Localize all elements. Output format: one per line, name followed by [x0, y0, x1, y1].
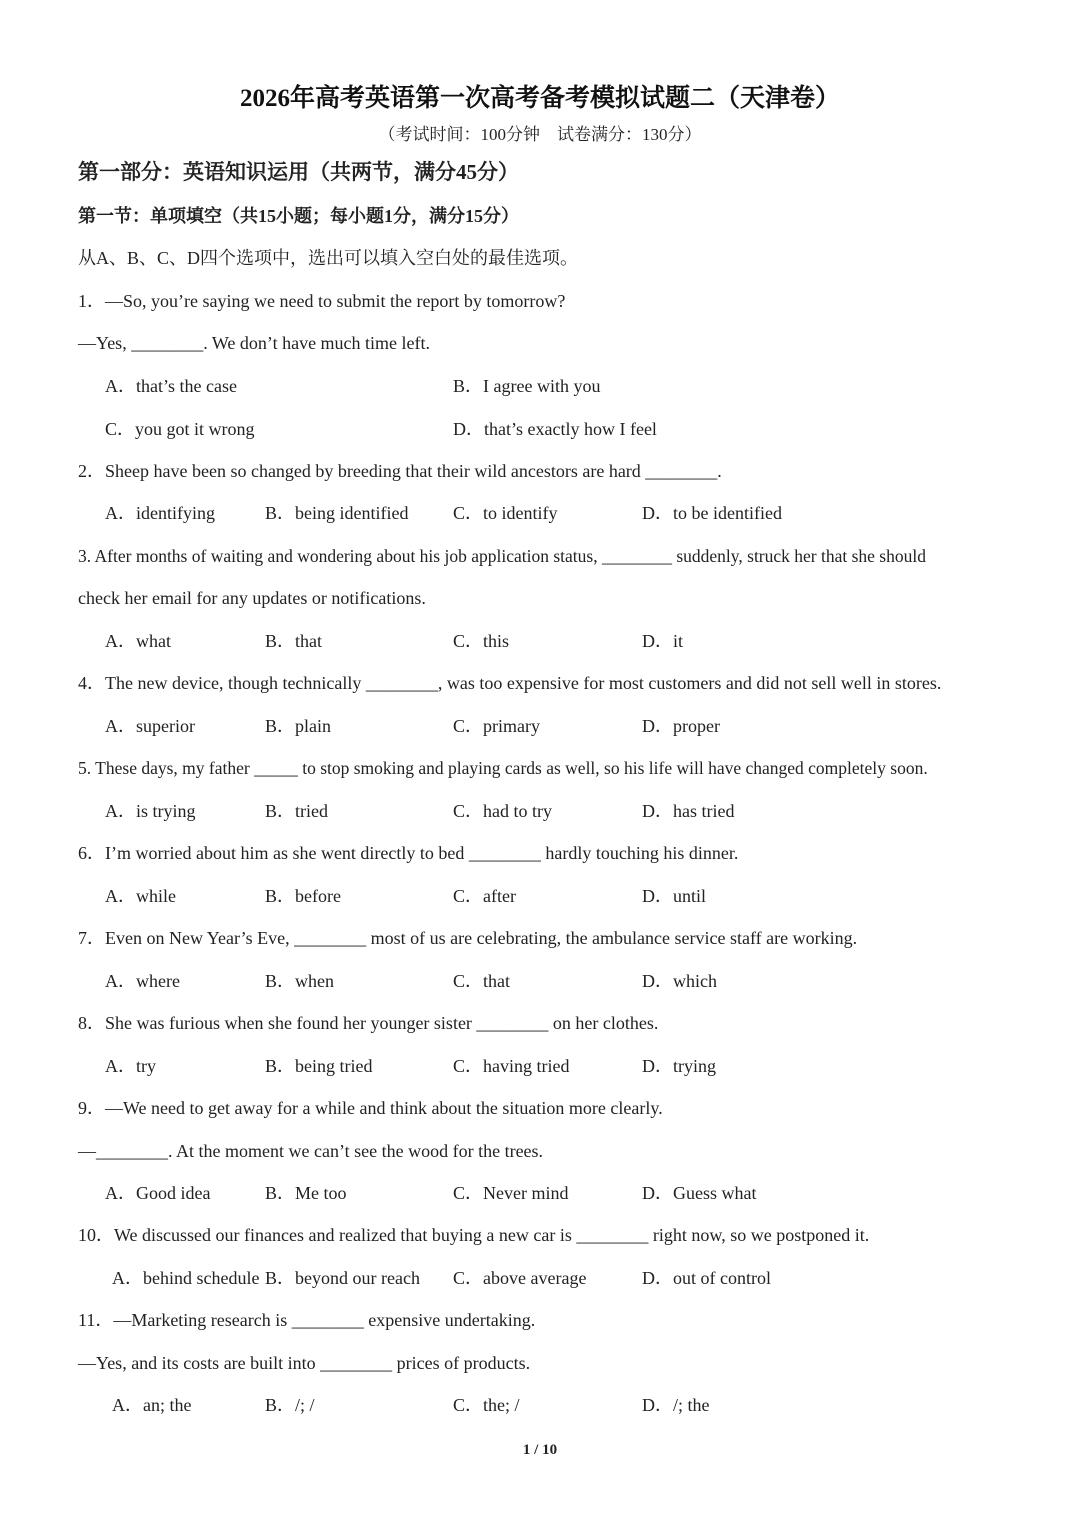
question-5-option-d: D．has tried	[642, 801, 735, 821]
question-5-option-b: B．tried	[265, 801, 328, 821]
question-6-option-d: D．until	[642, 886, 707, 906]
question-1-option-d: D．that’s exactly how I feel	[453, 419, 657, 439]
question-9-option-d: D．Guess what	[642, 1183, 757, 1203]
question-4-option-a: A．superior	[105, 716, 195, 736]
question-4-option-c: C．primary	[453, 716, 540, 736]
question-11-option-d: D．/; the	[642, 1395, 710, 1415]
question-10-line-1: 10．We discussed our finances and realized that buying a new car is ________ right now, so we postponed it.	[78, 1225, 870, 1245]
question-2-option-c: C．to identify	[453, 503, 558, 523]
question-6-option-c: C．after	[453, 886, 516, 906]
question-1-option-a: A．that’s the case	[105, 376, 237, 396]
question-10-option-d: D．out of control	[642, 1268, 771, 1288]
page-number: 1 / 10	[522, 1442, 558, 1458]
question-3-option-d: D．it	[642, 631, 684, 651]
question-4-option-b: B．plain	[265, 716, 331, 736]
question-7-option-b: B．when	[265, 971, 334, 991]
question-1-option-b: B．I agree with you	[453, 376, 601, 396]
question-11-option-c: C．the; /	[453, 1395, 520, 1415]
question-3-line-1: 3. After months of waiting and wondering about his job application status, ________ suddenly, struck her that she should	[78, 546, 926, 566]
question-1-line-1: 1．—So, you’re saying we need to submit the report by tomorrow?	[78, 291, 566, 311]
question-9-option-b: B．Me too	[265, 1183, 347, 1203]
question-6-line-1: 6．I’m worried about him as she went directly to bed ________ hardly touching his dinner.	[78, 843, 739, 863]
question-8-option-a: A．try	[105, 1056, 156, 1076]
question-5-line-1: 5. These days, my father _____ to stop smoking and playing cards as well, so his life will have changed completely soon.	[78, 758, 928, 778]
question-2-option-a: A．identifying	[105, 503, 215, 523]
question-5-option-a: A．is trying	[105, 801, 196, 821]
question-10-option-c: C．above average	[453, 1268, 587, 1288]
question-9-option-a: A．Good idea	[105, 1183, 211, 1203]
question-2-option-d: D．to be identified	[642, 503, 782, 523]
question-8-line-1: 8．She was furious when she found her younger sister ________ on her clothes.	[78, 1013, 659, 1033]
question-8-option-c: C．having tried	[453, 1056, 570, 1076]
question-4-line-1: 4．The new device, though technically ________, was too expensive for most customers and did not sell well in stores.	[78, 673, 942, 693]
question-10-option-a: A．behind schedule	[112, 1268, 260, 1288]
question-1-option-c: C．you got it wrong	[105, 419, 255, 439]
question-11-line-2: —Yes, and its costs are built into ________ prices of products.	[78, 1353, 531, 1373]
question-11-option-a: A．an; the	[112, 1395, 192, 1415]
question-7-option-d: D．which	[642, 971, 717, 991]
question-5-option-c: C．had to try	[453, 801, 552, 821]
question-8-option-b: B．being tried	[265, 1056, 373, 1076]
question-9-line-2: —________. At the moment we can’t see the wood for the trees.	[78, 1141, 544, 1161]
question-9-option-c: C．Never mind	[453, 1183, 569, 1203]
part-heading: 第一部分：英语知识运用（共两节，满分45分）	[78, 160, 519, 184]
question-1-line-2: —Yes, ________. We don’t have much time left.	[78, 333, 431, 353]
exam-subtitle: （考试时间：100分钟 试卷满分：130分）	[378, 125, 702, 144]
question-8-option-d: D．trying	[642, 1056, 716, 1076]
instruction: 从A、B、C、D四个选项中，选出可以填入空白处的最佳选项。	[78, 248, 579, 268]
question-6-option-b: B．before	[265, 886, 341, 906]
question-7-option-c: C．that	[453, 971, 510, 991]
question-3-line-2: check her email for any updates or notifications.	[78, 588, 426, 608]
exam-title: 2026年高考英语第一次高考备考模拟试题二（天津卷）	[239, 85, 840, 112]
question-2-line-1: 2．Sheep have been so changed by breeding that their wild ancestors are hard ________.	[78, 461, 722, 481]
question-11-line-1: 11．—Marketing research is ________ expensive undertaking.	[78, 1310, 536, 1330]
question-7-line-1: 7．Even on New Year’s Eve, ________ most of us are celebrating, the ambulance service staff are working.	[78, 928, 858, 948]
question-4-option-d: D．proper	[642, 716, 720, 736]
question-3-option-a: A．what	[105, 631, 171, 651]
question-7-option-a: A．where	[105, 971, 180, 991]
question-9-line-1: 9．—We need to get away for a while and think about the situation more clearly.	[78, 1098, 663, 1118]
question-10-option-b: B．beyond our reach	[265, 1268, 420, 1288]
question-3-option-b: B．that	[265, 631, 322, 651]
section-heading: 第一节：单项填空（共15小题；每小题1分，满分15分）	[78, 206, 519, 226]
question-2-option-b: B．being identified	[265, 503, 409, 523]
question-6-option-a: A．while	[105, 886, 176, 906]
question-11-option-b: B．/; /	[265, 1395, 315, 1415]
question-3-option-c: C．this	[453, 631, 510, 651]
